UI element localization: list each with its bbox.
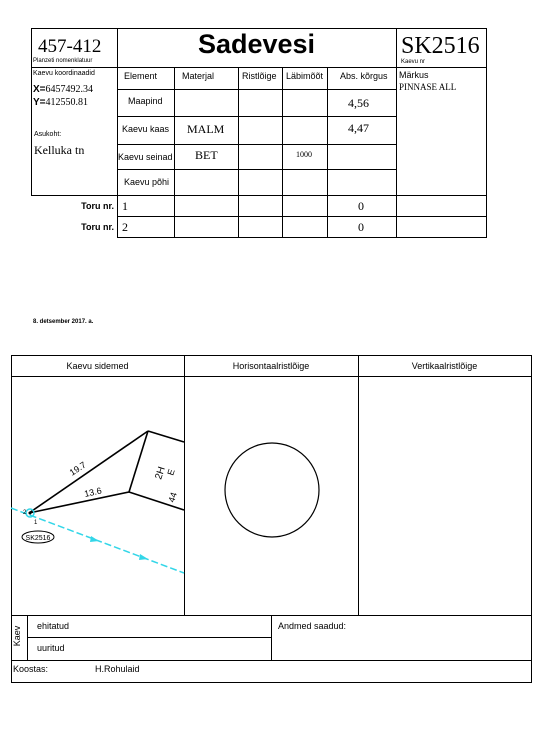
building-edge-top	[148, 431, 184, 442]
row-height: 4,47	[348, 121, 369, 135]
horizontal-section-circle	[225, 443, 319, 537]
y-label: Y=	[33, 97, 46, 108]
document-date: 8. detsember 2017. a.	[33, 319, 94, 325]
planzet-number: 457-412	[38, 36, 102, 57]
flow-arrow-icon	[90, 536, 99, 542]
dim-label-44: 44	[166, 491, 179, 504]
flow-arrow-icon	[139, 554, 148, 560]
row-material: BET	[195, 148, 218, 162]
row-height: 4,56	[348, 96, 369, 110]
well-label: Kaevu nr	[401, 59, 426, 65]
col-element: Element	[124, 71, 158, 81]
footer-built-label: ehitatud	[37, 621, 70, 631]
page-title: Sadevesi	[197, 29, 316, 59]
location-value: Kelluka tn	[34, 143, 85, 157]
point-label-1: 1	[34, 520, 38, 526]
row-diameter: 1000	[296, 150, 312, 159]
notes-label: Märkus	[399, 70, 429, 80]
pipe-number: 1	[122, 199, 128, 213]
pipe-height: 0	[358, 220, 364, 234]
point-label-2: 2	[23, 510, 27, 516]
footer-side-label: Kaev	[12, 625, 22, 647]
x-label: X=	[33, 84, 46, 95]
notes-value: PINNASE ALL	[399, 82, 457, 92]
sketch-title-vertical: Vertikaalristlõige	[411, 361, 478, 371]
sketch-title-horizontal: Horisontaalristlõige	[232, 361, 310, 371]
footer-surveyed-label: uuritud	[37, 643, 65, 653]
x-value: 6457492.34	[45, 84, 94, 95]
pipe-label: Toru nr.	[81, 201, 114, 211]
location-label: Asukoht:	[34, 131, 62, 138]
row-element: Kaevu põhi	[124, 177, 170, 187]
pipe-height: 0	[358, 199, 364, 213]
building-label-2h: 2H	[153, 465, 168, 481]
y-value: 412550.81	[45, 97, 89, 108]
row-element: Maapind	[128, 96, 163, 106]
footer-data-label: Andmed saadud:	[278, 621, 347, 631]
col-material: Materjal	[182, 71, 215, 81]
row-element: Kaevu kaas	[122, 124, 170, 134]
well-center-icon	[29, 512, 32, 515]
building-label-e: E	[165, 467, 177, 477]
coords-label: Kaevu koordinaadid	[33, 70, 95, 77]
pipe-label: Toru nr.	[81, 222, 114, 232]
col-cross-section: Ristlõige	[242, 71, 277, 81]
well-number: SK2516	[401, 33, 480, 59]
author-label: Koostas:	[13, 664, 49, 674]
col-abs-height: Abs. kõrgus	[340, 71, 388, 81]
author-value: H.Rohulaid	[95, 664, 140, 674]
sketch-title-connections: Kaevu sidemed	[66, 361, 129, 371]
planzet-label: Planzeti nomenklatuur	[33, 58, 93, 64]
building-edge-left	[129, 431, 148, 492]
pipe-number: 2	[122, 220, 128, 234]
dim-label-136: 13.6	[83, 485, 103, 499]
dim-label-197: 19.7	[67, 459, 88, 478]
col-diameter: Läbimõõt	[286, 71, 324, 81]
row-material: MALM	[187, 122, 225, 136]
well-tag: SK2516	[25, 535, 51, 542]
row-element: Kaevu seinad	[118, 152, 173, 162]
